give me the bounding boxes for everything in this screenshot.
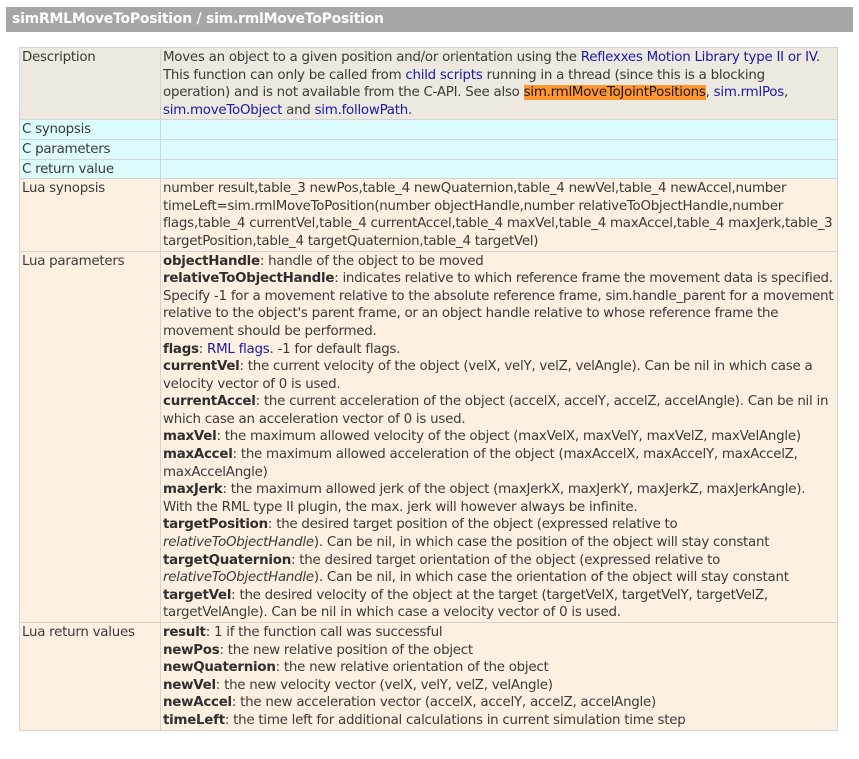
param-currentAccel: currentAccel: the current acceleration of the object (accelX, accelY, accelZ, accelAngle). Can be nil in which case an acceleration vector of 0 is used.	[163, 394, 829, 427]
param-maxJerk: maxJerk: the maximum allowed jerk of the object (maxJerkX, maxJerkY, maxJerkZ, maxJerkAngle). With the RML type II plugin, the max. jerk will however always be infinite.	[163, 482, 806, 515]
lua-synopsis-row	[20, 179, 838, 251]
page-title: simRMLMoveToPosition / sim.rmlMoveToPosition	[6, 7, 853, 32]
param-objectHandle: objectHandle: handle of the object to be moved	[163, 253, 484, 269]
lua-return-label: Lua return values	[20, 623, 161, 731]
param-targetPosition: targetPosition: the desired target position of the object (expressed relative to relativeToObjectHandle). Can be nil, in which case the position of the object will stay constant	[163, 517, 770, 551]
rml-move-to-joint-positions-link[interactable]: sim.rmlMoveToJointPositions	[523, 85, 706, 101]
return-newVel: newVel: the new velocity vector (velX, velY, velZ, velAngle)	[163, 677, 553, 693]
return-newAccel: newAccel: the new acceleration vector (accelX, accelY, accelZ, accelAngle)	[163, 695, 656, 711]
return-newQuaternion: newQuaternion: the new relative orientation of the object	[163, 660, 549, 676]
param-targetVel: targetVel: the desired velocity of the object at the target (targetVelX, targetVelY, targetVelZ, targetVelAngle). Can be nil in which case a velocity vector of 0 is used.	[163, 587, 768, 621]
description-row	[20, 48, 838, 120]
c-synopsis-label: C synopsis	[20, 120, 161, 140]
child-scripts-link[interactable]: child scripts	[405, 67, 483, 83]
lua-synopsis-text: number result,table_3 newPos,table_4 newQuaternion,table_4 newVel,table_4 newAccel,number timeLeft=sim.rmlMoveToPosition(number objectHandle,number relativeToObjectHandle,number flags,table_4 currentVel,table_4 currentAccel,table_4 maxVel,table_4 maxAccel,table_4 maxJerk,table_3 targetPosition,table_4 targetQuaternion,table_4 targetVel)	[161, 179, 838, 251]
param-relativeToObjectHandle: relativeToObjectHandle: indicates relative to which reference frame the movement data is specified. Specify -1 for a movement relative to the absolute reference frame, sim.handle_parent for a movement relative to the object's parent frame, or an object handle relative to whose reference frame the movement should be performed.	[163, 271, 834, 339]
param-flags: flags: RML flags. -1 for default flags.	[163, 341, 401, 357]
c-parameters-row	[20, 139, 838, 159]
c-parameters-value	[161, 139, 838, 159]
follow-path-link[interactable]: sim.followPath	[314, 102, 408, 118]
lua-parameters-row	[20, 251, 838, 622]
description-label: Description	[20, 48, 161, 120]
lua-parameters-label: Lua parameters	[20, 251, 161, 622]
description-text: Moves an object to a given position and/or orientation using the Reflexxes Motion Library type II or IV. This function can only be called from child scripts running in a thread (since this is a blocking operation) and is not available from the C-API. See also sim.rmlMoveToJointPositions, sim.rmlPos, sim.moveToObject and sim.followPath.	[161, 48, 838, 120]
param-maxAccel: maxAccel: the maximum allowed acceleration of the object (maxAccelX, maxAccelY, maxAccelZ, maxAccelAngle)	[163, 447, 798, 480]
move-to-object-link[interactable]: sim.moveToObject	[163, 102, 283, 118]
lua-return-row	[20, 623, 838, 731]
reflexxes-link[interactable]: Reflexxes Motion Library type II or IV	[580, 50, 816, 65]
c-return-value	[161, 159, 838, 179]
return-result: result: 1 if the function call was successful	[163, 625, 443, 640]
return-timeLeft: timeLeft: the time left for additional calculations in current simulation time step	[163, 712, 686, 728]
c-return-label: C return value	[20, 159, 161, 179]
param-currentVel: currentVel: the current velocity of the object (velX, velY, velZ, velAngle). Can be nil in which case a velocity vector of 0 is used.	[163, 359, 813, 392]
lua-return-list	[161, 623, 838, 731]
c-parameters-label: C parameters	[20, 139, 161, 159]
lua-parameters-list	[161, 251, 838, 622]
c-synopsis-row	[20, 120, 838, 140]
lua-synopsis-label: Lua synopsis	[20, 179, 161, 251]
api-table	[19, 47, 838, 731]
return-newPos: newPos: the new relative position of the object	[163, 642, 473, 658]
rml-flags-link[interactable]: RML flags	[207, 341, 270, 357]
param-maxVel: maxVel: the maximum allowed velocity of the object (maxVelX, maxVelY, maxVelZ, maxVelAngle)	[163, 429, 801, 445]
rml-pos-link[interactable]: sim.rmlPos	[713, 85, 784, 101]
param-targetQuaternion: targetQuaternion: the desired target orientation of the object (expressed relative to relativeToObjectHandle). Can be nil, in which case the orientation of the object will stay constant	[163, 552, 789, 586]
c-synopsis-value	[161, 120, 838, 140]
c-return-row	[20, 159, 838, 179]
